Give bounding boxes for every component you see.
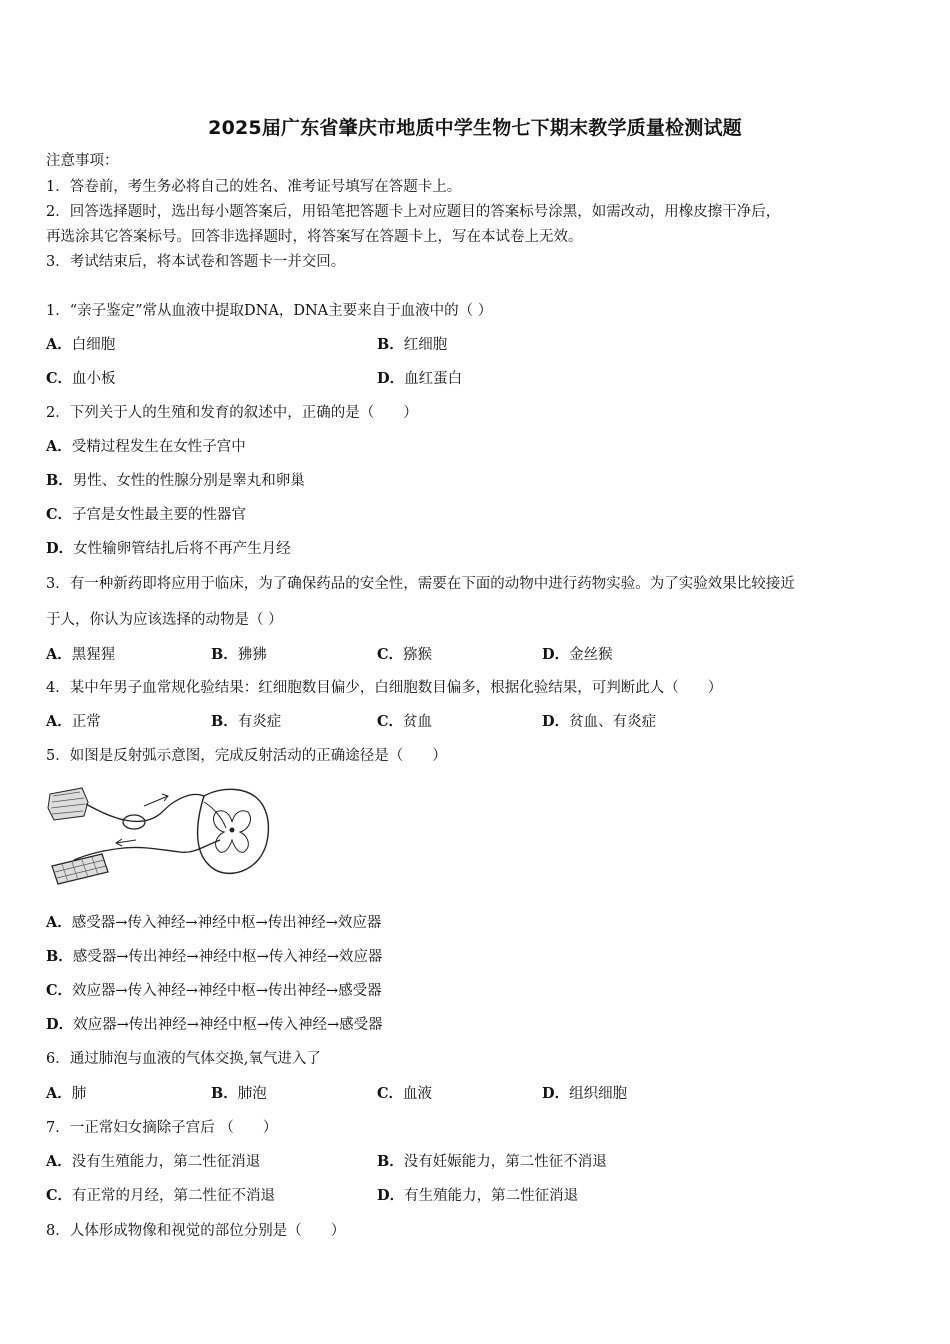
notice-item: 3．考试结束后，将本试卷和答题卡一并交回。 (46, 254, 346, 270)
option-a: A．感受器→传入神经→神经中枢→传出神经→效应器 (46, 914, 382, 931)
option-a: A．黑猩猩 (46, 646, 116, 663)
question-stem: 3．有一种新药即将应用于临床，为了确保药品的安全性，需要在下面的动物中进行药物实验。为了实验效果比较接近 (46, 576, 795, 592)
option-d: D．有生殖能力，第二性征消退 (377, 1187, 579, 1204)
option-c: C．血液 (377, 1085, 433, 1102)
question-stem: 8．人体形成物像和视觉的部位分别是（ ） (46, 1223, 346, 1239)
question-stem-continued: 于人，你认为应该选择的动物是（ ） (46, 612, 283, 628)
notice-heading: 注意事项： (46, 153, 119, 169)
question-stem: 2．下列关于人的生殖和发育的叙述中，正确的是（ ） (46, 405, 418, 421)
option-d: D．组织细胞 (542, 1085, 628, 1102)
option-c: C．贫血 (377, 713, 433, 730)
option-c: C．效应器→传入神经→神经中枢→传出神经→感受器 (46, 982, 382, 999)
option-c: C．猕猴 (377, 646, 433, 663)
option-a: A．受精过程发生在女性子宫中 (46, 438, 246, 455)
option-b: B．有炎症 (211, 713, 282, 730)
option-c: C．子宫是女性最主要的性器官 (46, 506, 247, 523)
page-title: 2025届广东省肇庆市地质中学生物七下期末教学质量检测试题 (208, 117, 742, 139)
option-d: D．金丝猴 (542, 646, 613, 663)
option-c: C．血小板 (46, 370, 116, 387)
option-d: D．贫血、有炎症 (542, 713, 657, 730)
option-a: A．正常 (46, 713, 101, 730)
notice-item: 2．回答选择题时，选出每小题答案后，用铅笔把答题卡上对应题目的答案标号涂黑，如需改动，用橡皮擦干净后， (46, 204, 781, 220)
notice-item: 1．答卷前，考生务必将自己的姓名、准考证号填写在答题卡上。 (46, 179, 462, 195)
option-b: B．红细胞 (377, 336, 448, 353)
option-b: B．没有妊娠能力，第二性征不消退 (377, 1153, 607, 1170)
option-d: D．血红蛋白 (377, 370, 463, 387)
question-stem: 6．通过肺泡与血液的气体交换,氧气进入了 (46, 1051, 321, 1067)
option-b: B．狒狒 (211, 646, 267, 663)
reflex-arc-diagram-icon (44, 780, 272, 898)
notice-item: 再选涂其它答案标号。回答非选择题时，将答案写在答题卡上，写在本试卷上无效。 (46, 229, 583, 245)
question-stem: 4．某中年男子血常规化验结果：红细胞数目偏少，白细胞数目偏多，根据化验结果，可判断此人（ ） (46, 680, 723, 696)
option-d: D．效应器→传出神经→神经中枢→传入神经→感受器 (46, 1016, 383, 1033)
question-stem: 7．一正常妇女摘除子宫后 （ ） (46, 1120, 278, 1136)
option-b: B．肺泡 (211, 1085, 267, 1102)
option-d: D．女性输卵管结扎后将不再产生月经 (46, 540, 291, 557)
option-b: B．感受器→传出神经→神经中枢→传入神经→效应器 (46, 948, 383, 965)
option-b: B．男性、女性的性腺分别是睾丸和卵巢 (46, 472, 305, 489)
question-stem: 5．如图是反射弧示意图，完成反射活动的正确途径是（ ） (46, 748, 447, 764)
option-a: A．没有生殖能力，第二性征消退 (46, 1153, 261, 1170)
option-a: A．肺 (46, 1085, 87, 1102)
question-stem: 1．“亲子鉴定”常从血液中提取DNA，DNA主要来自于血液中的（ ） (46, 303, 493, 319)
option-a: A．白细胞 (46, 336, 116, 353)
option-c: C．有正常的月经，第二性征不消退 (46, 1187, 276, 1204)
